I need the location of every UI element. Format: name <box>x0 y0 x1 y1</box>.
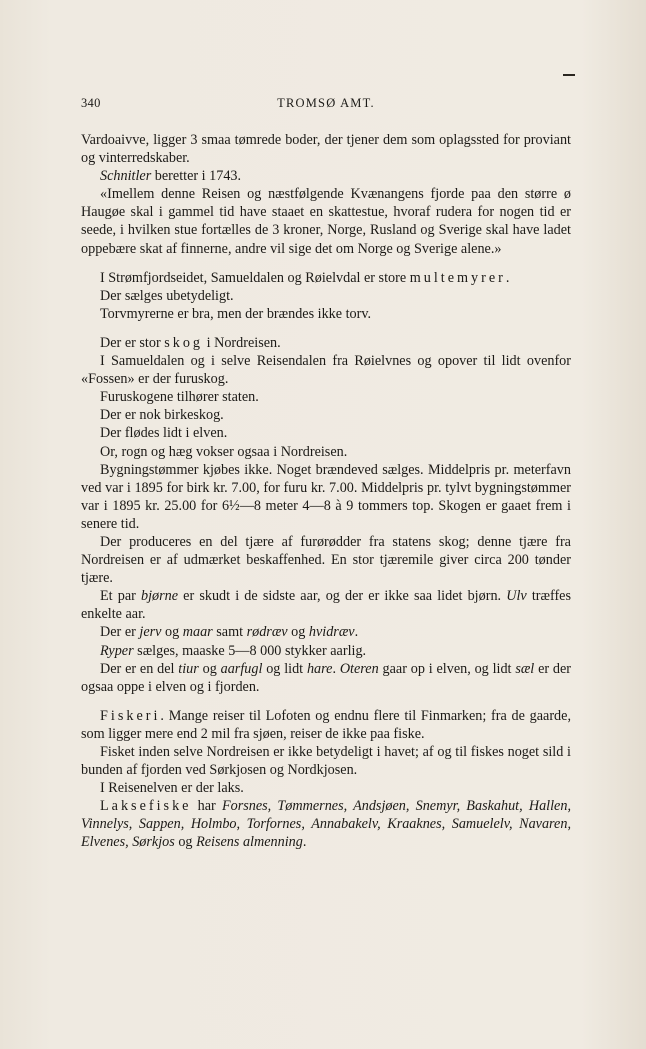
paragraph: Der flødes lidt i elven. <box>100 425 228 442</box>
paragraph-quote: «Imellem denne Reisen og næstfølgende Kvænangens fjorde paa den større ø Haugøe skal i gammel tid have staaet en skattestue, hvoraf rudera for nogen tid er seede, i hvilken stue fortælles de 3 kroner, Norge, Rusland og Sverige skal have ladet oppebære skat af finnerne, andre vil sige det om Norge og Sverige alene.» <box>81 186 571 257</box>
paragraph: Fisket inden selve Nordreisen er ikke betydeligt i havet; af og til fiskes noget sild i bunden af fjorden ved Sørkjosen og Nordkjosen. <box>81 744 571 779</box>
paragraph: Der er en del tiur og aarfugl og lidt hare. Oteren gaar op i elven, og lidt sæl er der ogsaa oppe i elven og i fjorden. <box>81 660 572 695</box>
paragraph: I Strømfjordseidet, Samueldalen og Røielvdal er store multemyrer. <box>100 269 510 286</box>
paragraph: Der sælges ubetydeligt. <box>100 287 234 304</box>
page-header <box>81 96 571 112</box>
paragraph: Der produceres en del tjære af furørødder fra statens skog; denne tjære fra Nordreisen er af udmærket beskaffenhed. En stor tjæremile giver circa 200 tønder tjære. <box>81 533 571 587</box>
paragraph: I Reisenelven er der laks. <box>100 780 244 797</box>
paragraph: I Samueldalen og i selve Reisendalen fra Røielvnes og opover til lidt ovenfor «Fossen» er der furuskog. <box>81 353 571 388</box>
paragraph: Bygningstømmer kjøbes ikke. Noget brændeved sælges. Middelpris pr. meterfavn ved var i 1895 for birk kr. 7.00, for furu kr. 7.00. Middelpris pr. tylvt bygningstømmer var i 1895 kr. 25.00 for 6½—8 meter 4—8 à 9 tommers top. Skogen er gaaet frem i senere tid. <box>81 461 571 532</box>
paragraph: Fiskeri. Mange reiser til Lofoten og endnu flere til Finmarken; fra de gaarde, som ligger mere end 2 mil fra sjøen, reiser de ikke paa fiske. <box>81 707 571 742</box>
paragraph: Vardoaivve, ligger 3 smaa tømrede boder, der tjener dem som oplagssted for proviant og vinterredskaber. <box>81 132 571 167</box>
body-text <box>81 131 571 852</box>
paragraph: Furuskogene tilhører staten. <box>100 389 259 406</box>
running-title: TROMSØ AMT. <box>277 96 375 110</box>
paragraph: Schnitler beretter i 1743. <box>100 168 242 185</box>
edge-mark <box>563 74 575 76</box>
paragraph: Der er stor skog i Nordreisen. <box>100 334 281 351</box>
paragraph: Laksefiske har Forsnes, Tømmernes, Andsjøen, Snemyr, Baskahut, Hallen, Vinnelys, Sappen, Holmbo, Torfornes, Annabakelv, Kraaknes, Samuelelv, Navaren, Elvenes, Sørkjos og Reisens almenning. <box>81 798 571 851</box>
paragraph: Or, rogn og hæg vokser ogsaa i Nordreisen. <box>100 443 348 460</box>
paragraph: Torvmyrerne er bra, men der brændes ikke torv. <box>100 305 372 322</box>
paragraph: Der er jerv og maar samt rødræv og hvidræv. <box>100 624 359 641</box>
paragraph: Et par bjørne er skudt i de sidste aar, og der er ikke saa lidet bjørn. Ulv træffes enkelte aar. <box>81 588 571 623</box>
paragraph: Ryper sælges, maaske 5—8 000 stykker aarlig. <box>100 642 367 659</box>
paragraph: Der er nok birkeskog. <box>100 407 224 424</box>
page-number: 340 <box>81 96 101 110</box>
